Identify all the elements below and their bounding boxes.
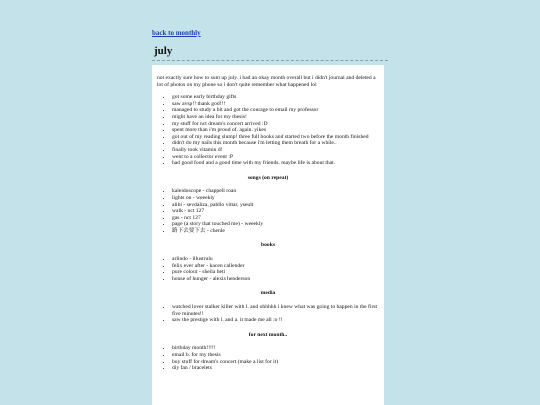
next-month-heading: for next month.. [248, 331, 288, 338]
list-item: • managed to study a bit and got the courage to email my professor [172, 107, 379, 114]
list-item: • kaleidoscope - chappell roan [172, 188, 379, 195]
list-item: • might have an idea for my thesis! [172, 114, 379, 121]
list-item: • got out of my reading slump! three full books and started two before the month finished [172, 134, 379, 141]
list-item: • felix ever after - kacen callender [172, 263, 379, 270]
songs-list [157, 188, 379, 234]
post-card [152, 65, 384, 405]
list-item: • gas - nct 127 [172, 215, 379, 222]
list-item: • arlindo - illustrulu [172, 256, 379, 263]
list-item: • saw the prestige with l. and a. it made me all :o !! [172, 317, 379, 324]
back-to-monthly-link[interactable]: back to monthly [152, 29, 201, 37]
books-list [157, 256, 379, 282]
highlights-list [157, 94, 379, 167]
list-item: • got some early birthday gifts [172, 94, 379, 101]
list-item: • spent more than i'm proud of. again. yikes [172, 127, 379, 134]
list-item: • page (a story that touched me) - weeekly [172, 221, 379, 228]
list-item: • pure colour - sheila heti [172, 269, 379, 276]
title-divider [152, 60, 388, 61]
list-item: • had good food and a good time with my friends. maybe life is about that. [172, 160, 379, 167]
list-item: • diy fan / bracelets [172, 365, 379, 372]
media-list [157, 304, 379, 324]
list-item: • went to a collector event :P [172, 154, 379, 161]
list-item: • saw avsp!! thank god!!! [172, 101, 379, 108]
songs-heading: songs (on repeat) [247, 174, 289, 181]
list-item: • 路下去要下去 - chenle [172, 228, 379, 235]
list-item: • lights on - weeekly [172, 195, 379, 202]
next-month-list [157, 345, 379, 371]
list-item: • buy stuff for dream's concert (make a list for it) [172, 359, 379, 366]
list-item: • my stuff for nct dream's concert arrived :D [172, 121, 379, 128]
page-title: july [154, 45, 173, 57]
list-item: • finally took vitamin d! [172, 147, 379, 154]
list-item: • walk - nct 127 [172, 208, 379, 215]
post-intro: not exactly sure how to sum up july. i had an okay month overall but i didn't journal and deleted a lot of photos on my phone so i don't quite remember what happened lol [157, 75, 376, 88]
list-item: • house of hunger - alexis henderson [172, 276, 379, 283]
list-item: • didn't do my nails this month because i'm letting them breath for a while.. [172, 140, 379, 147]
list-item: • alibi - sevdaliza, pabllo vittar, yseult [172, 202, 379, 209]
books-heading: books [261, 242, 275, 249]
list-item: • birthday month!!!!! [172, 345, 379, 352]
list-item: • email b. for my thesis [172, 352, 379, 359]
list-item: • watched lover stalker killer with l. and ohhhhh i knew what was going to happen in the first five minutes!! [172, 304, 379, 317]
page-wrapper [152, 29, 388, 405]
media-heading: media [260, 290, 276, 297]
